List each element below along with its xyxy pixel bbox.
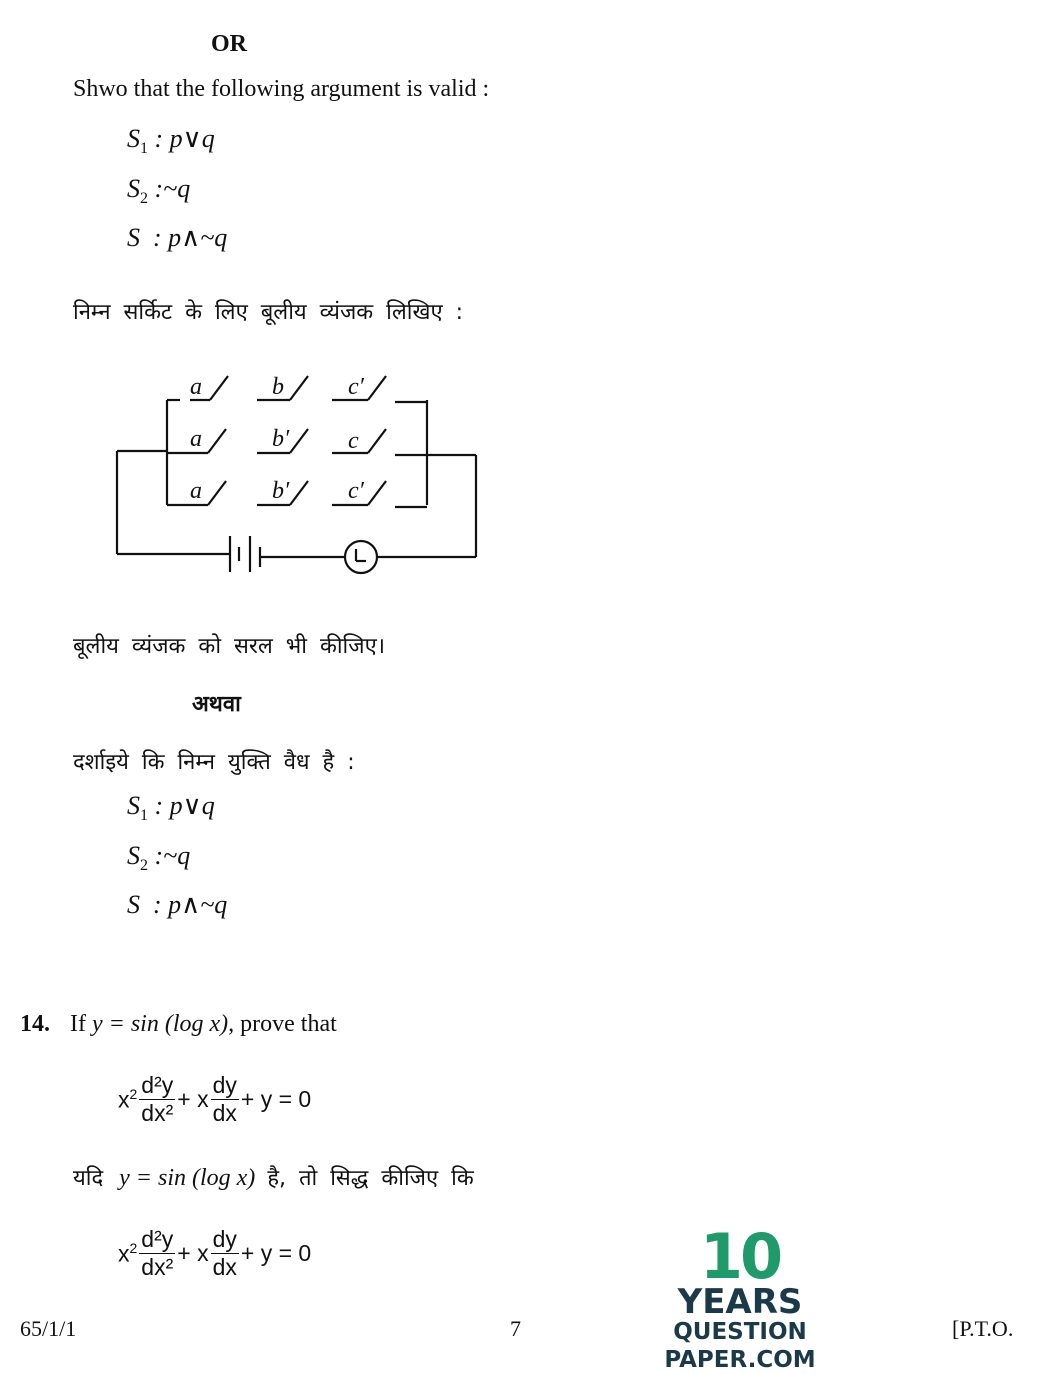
hindi-or-heading: अथवा	[192, 692, 241, 717]
switch-label-r1-2: b	[272, 374, 284, 400]
statement-s: S : p∧~q	[127, 223, 228, 252]
hindi-question-14: यदि y = sin (log x) है, तो सिद्ध कीजिए कि	[73, 1165, 474, 1191]
page-number: 7	[510, 1316, 521, 1341]
hindi-statement-s1: $S_1$ : p∨q	[127, 791, 215, 825]
statement-s1: $S_1$ : p∨q	[127, 124, 215, 158]
switch-label-r1-1: a	[190, 374, 202, 400]
hindi-statement-s: S : p∧~q	[127, 890, 228, 919]
question-number: 14.	[20, 1011, 50, 1037]
watermark-logo: 10 YEARS QUESTION PAPER.COM	[664, 1220, 816, 1373]
paper-code: 65/1/1	[20, 1316, 77, 1341]
hindi-circuit-instruction: निम्न सर्किट के लिए बूलीय व्यंजक लिखिए :	[73, 300, 464, 325]
switch-label-r1-3: c′	[348, 374, 364, 400]
circuit-diagram	[100, 360, 490, 585]
hindi-intro: दर्शाइये कि निम्न युक्ति वैध है :	[73, 750, 355, 775]
switch-label-r3-1: a	[190, 478, 202, 504]
question-14: 14. If y = sin (log x), prove that	[20, 1011, 337, 1037]
hindi-statement-s2: $S_2$ :~q	[127, 841, 191, 875]
pto-label: [P.T.O.	[952, 1316, 1014, 1341]
equation-hindi: $x^2$ $\frac{\text{d²y}}{\text{dx²}}$ + x $\frac{dy}{dx}$ + y = 0	[118, 1226, 312, 1280]
or-heading: OR	[211, 31, 247, 57]
switch-label-r3-3: c′	[348, 478, 364, 504]
hindi-simplify: बूलीय व्यंजक को सरल भी कीजिए।	[73, 634, 386, 659]
statement-s2: $S_2$ :~q	[127, 174, 191, 208]
english-intro: Shwo that the following argument is valid :	[73, 76, 490, 102]
switch-label-r2-2: b′	[272, 426, 290, 452]
switch-label-r2-1: a	[190, 426, 202, 452]
switch-label-r2-3: c	[348, 428, 359, 454]
equation-english: $x^2$ $\frac{\text{d²y}}{\text{dx²}}$ + x $\frac{dy}{dx}$ + y = 0	[118, 1072, 312, 1126]
switch-label-r3-2: b′	[272, 478, 290, 504]
question-expression: y = sin (log x),	[91, 1011, 235, 1037]
